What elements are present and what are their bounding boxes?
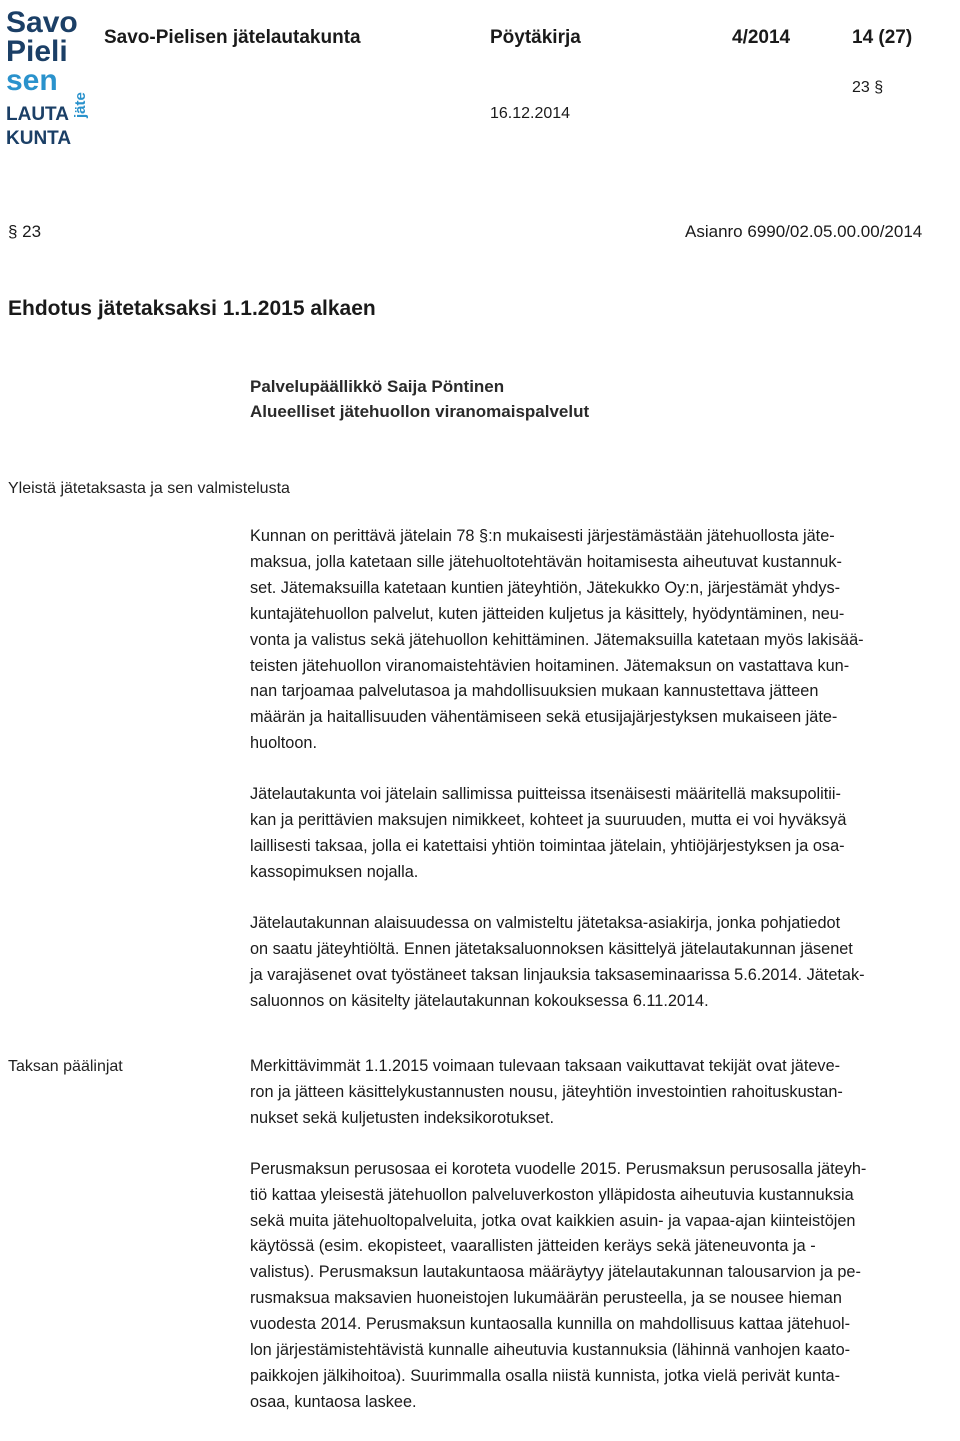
case-number: Asianro 6990/02.05.00.00/2014 <box>685 222 923 241</box>
text-line: set. Jätemaksuilla katetaan kuntien jäteyhtiön, Jätekukko Oy:n, järjestämät yhdys- <box>250 578 841 597</box>
logo-word-2: Pieli <box>6 35 68 68</box>
text-line: laillisesti taksaa, jolla ei katettaisi yhtiön toimintaa jätelain, yhtiöjärjestyksen ja osa- <box>250 836 845 855</box>
text-line: kan ja perittävien maksujen nimikkeet, kohteet ja suuruuden, mutta ei voi hyväksyä <box>250 811 847 830</box>
author-unit: Alueelliset jätehuollon viranomaispalvelut <box>250 402 590 421</box>
text-line: nukset sekä kuljetusten indeksikorotukset. <box>250 1108 555 1127</box>
text-line: määrän ja haitallisuuden vähentämiseen sekä etusijajärjestyksen mukaiseen jäte- <box>250 708 838 727</box>
section-label-main-lines: Taksan päälinjat <box>8 1058 123 1075</box>
document-title: Ehdotus jätetaksaksi 1.1.2015 alkaen <box>8 297 376 320</box>
text-line: saluonnos on käsitelty jätelautakunnan kokouksessa 6.11.2014. <box>250 991 709 1010</box>
text-line: käytössä (esim. ekopisteet, vaarallisten jätteiden keräys sekä jäteneuvonta ja - <box>250 1237 816 1256</box>
page-number: 14 (27) <box>852 27 913 48</box>
logo-vertical-word: jäte <box>72 92 89 118</box>
text-line: valistus). Perusmaksun lautakuntaosa määräytyy jätelautakunnan talousarvion ja pe- <box>250 1263 861 1282</box>
paragraph <box>250 782 960 886</box>
text-line: Merkittävimmät 1.1.2015 voimaan tulevaan taksaan vaikuttavat tekijät ovat jäteve- <box>250 1057 841 1075</box>
paragraph <box>250 911 960 1015</box>
paragraph <box>250 524 960 757</box>
text-line: kuntajätehuollon palvelut, kuten jätteiden kuljetus ja käsittely, hyödyntäminen, neu- <box>250 604 845 623</box>
section-reference: 23 § <box>852 79 884 96</box>
text-line: Kunnan on perittävä jätelain 78 §:n mukaisesti järjestämästään jätehuollosta jäte- <box>250 527 835 545</box>
text-line: maksua, jolla katetaan sille jätehuoltotehtävän hoitamisesta aiheutuvat kustannuk- <box>250 552 842 571</box>
text-line: kassopimuksen nojalla. <box>250 862 419 881</box>
paragraph <box>250 1157 960 1416</box>
text-line: rusmaksua maksavien huoneistojen lukumäärän perusteella, ja se nousee hieman <box>250 1289 842 1308</box>
text-line: Jätelautakunta voi jätelain sallimissa puitteissa itsenäisesti määritellä maksupolitii- <box>250 785 841 804</box>
meeting-number: 4/2014 <box>732 27 791 48</box>
logo-word-4: LAUTA <box>6 104 69 125</box>
text-line: ron ja jätteen käsittelykustannusten nousu, jäteyhtiön investointien rahoituskustan- <box>250 1082 843 1101</box>
meeting-date: 16.12.2014 <box>490 105 571 122</box>
section-number: § 23 <box>8 222 42 241</box>
text-line: huoltoon. <box>250 734 317 753</box>
author-name: Palvelupäällikkö Saija Pöntinen <box>250 377 505 396</box>
document-type: Pöytäkirja <box>490 27 581 48</box>
text-line: on saatu jäteyhtiöltä. Ennen jätetaksaluonnoksen käsittelyä jätelautakunnan jäsenet <box>250 939 853 958</box>
logo-word-1: Savo <box>6 6 78 39</box>
text-line: lon järjestämistehtävistä kunnalle aiheutuvia kustannuksia (lähinnä vanhojen kaato- <box>250 1341 851 1360</box>
text-line: vonta ja valistus sekä jätehuollon kehittäminen. Jätemaksuilla katetaan myös lakisää- <box>250 630 864 649</box>
logo-word-5: KUNTA <box>6 128 72 148</box>
text-line: Jätelautakunnan alaisuudessa on valmisteltu jätetaksa-asiakirja, jonka pohjatiedot <box>250 913 841 932</box>
section-body-general <box>250 524 960 1039</box>
text-line: Perusmaksun perusosaa ei koroteta vuodelle 2015. Perusmaksun perusosalla jäteyh- <box>250 1159 867 1178</box>
organization-logo <box>6 6 90 148</box>
paragraph <box>250 1054 960 1132</box>
text-line: ja varajäsenet ovat työstäneet taksan linjauksia taksaseminaarissa 5.6.2014. Jätetak- <box>250 965 865 984</box>
text-line: osaa, kuntaosa laskee. <box>250 1392 417 1411</box>
logo-word-3: sen <box>6 64 58 97</box>
section-label-general: Yleistä jätetaksasta ja sen valmistelusta <box>8 480 290 497</box>
text-line: teisten jätehuollon viranomaistehtävien hoitaminen. Jätemaksun on vastattava kun- <box>250 656 850 675</box>
text-line: nan tarjoamaa palvelutasoa ja mahdollisuuksien mukaan kannustettava jätteen <box>250 682 819 701</box>
text-line: sekä muita jätehuoltopalveluita, jotka ovat kaikkien asuin- ja vapaa-ajan kiinteistöjen <box>250 1211 856 1230</box>
text-line: vuodesta 2014. Perusmaksun kuntaosalla kunnilla on mahdollisuus kattaa jätehuol- <box>250 1315 851 1334</box>
organization-name: Savo-Pielisen jätelautakunta <box>104 27 361 48</box>
text-line: paikkojen jälkihoitoa). Suurimmalla osalla niistä kunnista, jotka vielä perivät kunta- <box>250 1366 841 1385</box>
logo-graphic <box>6 6 90 148</box>
text-line: tiö kattaa yleisestä jätehuollon palveluverkoston ylläpidosta aiheutuvia kustannuksia <box>250 1185 854 1204</box>
section-body-main-lines <box>250 1054 960 1441</box>
